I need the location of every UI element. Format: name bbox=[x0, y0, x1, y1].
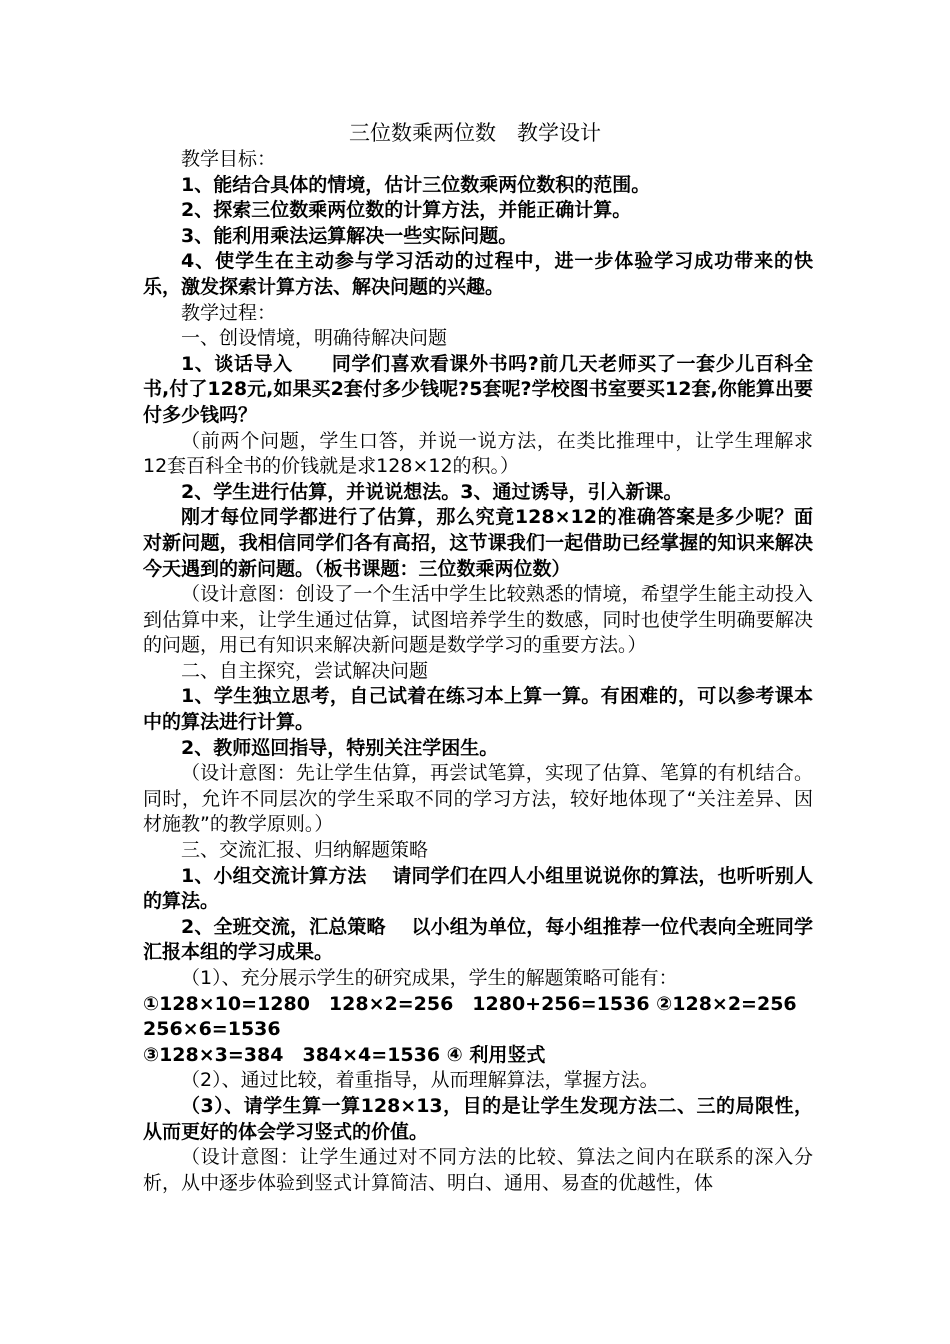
paragraph-independent-work: 1、学生独立思考，自己试着在练习本上算一算。有困难的，可以参考课本中的算法进行计算。 bbox=[143, 685, 813, 734]
goal-item-1: 1、能结合具体的情境，估计三位数乘两位数积的范围。 bbox=[181, 173, 651, 196]
goal-item-2: 2、探索三位数乘两位数的计算方法，并能正确计算。 bbox=[181, 199, 632, 222]
document-title: 三位数乘两位数 教学设计 bbox=[349, 121, 601, 145]
paragraph-design-intent-2: （设计意图：先让学生估算，再尝试笔算，实现了估算、笔算的有机结合。同时，允许不同层次的学生采取不同的学习方法，较好地体现了“关注差异、因材施教”的教学原则。） bbox=[143, 762, 813, 836]
paragraph-design-intent-1: （设计意图：创设了一个生活中学生比较熟悉的情境，希望学生能主动投入到估算中来，让学生通过估算，试图培养学生的数感，同时也使学生明确要解决的问题，用已有知识来解决新问题是数学学习的重要方法。） bbox=[143, 583, 813, 657]
paragraph-teacher-guide: 2、教师巡回指导，特别关注学困生。 bbox=[181, 736, 499, 759]
paragraph-design-intent-3: （设计意图：让学生通过对不同方法的比较、算法之间内在联系的深入分析，从中逐步体验到竖式计算简洁、明白、通用、易查的优越性，体 bbox=[143, 1146, 813, 1194]
goal-item-3: 3、能利用乘法运算解决一些实际问题。 bbox=[181, 224, 518, 247]
paragraph-class-exchange: 2、全班交流，汇总策略 以小组为单位，每小组推荐一位代表向全班同学汇报本组的学习成果。 bbox=[143, 915, 813, 964]
step-heading-2: 二、自主探究，尝试解决问题 bbox=[181, 659, 429, 682]
formula-line-3: ③128×3=384 384×4=1536 ④ 利用竖式 bbox=[143, 1043, 546, 1066]
paragraph-intro-talk: 1、谈话导入 同学们喜欢看课外书吗?前几天老师买了一套少儿百科全书,付了128元,如果买2套付多少钱呢?5套呢?学校图书室要买12套,你能算出要付多少钱吗？ bbox=[143, 352, 813, 426]
paragraph-calc-128x13: （3）、请学生算一算128×13，目的是让学生发现方法二、三的局限性，从而更好的体会学习竖式的价值。 bbox=[143, 1094, 813, 1143]
formula-line-1: ①128×10=1280 128×2=256 1280+256=1536 ②128×2=256 bbox=[143, 992, 797, 1015]
paragraph-new-problem: 刚才每位同学都进行了估算，那么究竟128×12的准确答案是多少呢？面对新问题，我相信同学们各有高招，这节课我们一起借助已经掌握的知识来解决今天遇到的新问题。（板书课题：三位数乘两位数） bbox=[143, 506, 813, 580]
step-heading-3: 三、交流汇报、归纳解题策略 bbox=[181, 839, 429, 862]
paragraph-estimate: 2、学生进行估算，并说说想法。3、通过诱导，引入新课。 bbox=[181, 480, 683, 503]
formula-line-2: 256×6=1536 bbox=[143, 1018, 281, 1041]
goal-item-4: 4、使学生在主动参与学习活动的过程中，进一步体验学习成功带来的快乐，激发探索计算方法、解决问题的兴趣。 bbox=[143, 250, 813, 298]
paragraph-group-exchange: 1、小组交流计算方法 请同学们在四人小组里说说你的算法，也听听别人的算法。 bbox=[143, 864, 813, 913]
section-heading-goals: 教学目标： bbox=[181, 148, 277, 170]
document-body bbox=[143, 147, 813, 1196]
step-heading-1: 一、创设情境，明确待解决问题 bbox=[181, 327, 448, 350]
paragraph-note-1: （前两个问题，学生口答，并说一说方法，在类比推理中，让学生理解求12套百科全书的价钱就是求128×12的积。） bbox=[143, 429, 813, 478]
paragraph-compare: （2）、通过比较，着重指导，从而理解算法，掌握方法。 bbox=[181, 1069, 659, 1092]
section-heading-process: 教学过程： bbox=[181, 301, 277, 324]
paragraph-strategies-intro: （1）、充分展示学生的研究成果，学生的解题策略可能有： bbox=[181, 967, 678, 989]
